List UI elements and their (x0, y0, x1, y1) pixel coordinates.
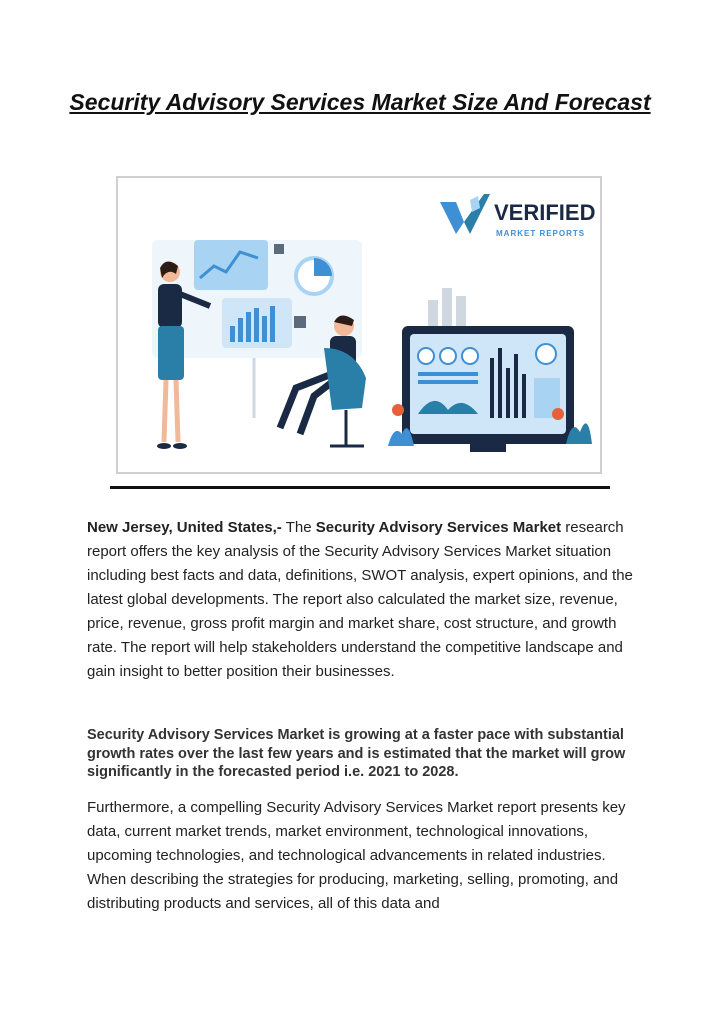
dashboard-monitor (388, 288, 592, 452)
intro-body: research report offers the key analysis of the Security Advisory Services Market situation including best facts and data, definitions, SWOT analysis, expert opinions, and the latest global developments. The report also calculated the market size, revenue, price, revenue, gross profit margin and market share, cost structure, and growth rate. The report will help stakeholders understand the competitive landscape and gain insight to better position their businesses. (87, 519, 633, 680)
hero-illustration (116, 176, 602, 474)
location-text: New Jersey, United States,- (87, 519, 282, 536)
intro-the: The (281, 519, 316, 536)
divider-rule (110, 486, 610, 489)
market-name-bold: Security Advisory Services Market (315, 519, 562, 536)
illustration-graphic (118, 178, 600, 472)
page-title: Security Advisory Services Market Size And Forecast (69, 89, 651, 115)
verified-logo (440, 194, 595, 238)
furthermore-paragraph: Furthermore, a compelling Security Advisory Services Market report presents key data, current market trends, market environment, technological innovations, upcoming technologies, and technological advancements in related industries. When describing the strategies for producing, marketing, selling, promoting, and distributing products and services, all of this data and (87, 799, 626, 912)
intro-paragraph (87, 516, 647, 684)
logo-name: VERIFIED (494, 200, 596, 225)
logo-tagline: MARKET REPORTS (496, 229, 586, 238)
growth-paragraph: Security Advisory Services Market is growing at a faster pace with substantial growth rates over the last few years and is estimated that the market will grow significantly in the forecasted period i.e. 2021 to 2028. (87, 727, 626, 780)
